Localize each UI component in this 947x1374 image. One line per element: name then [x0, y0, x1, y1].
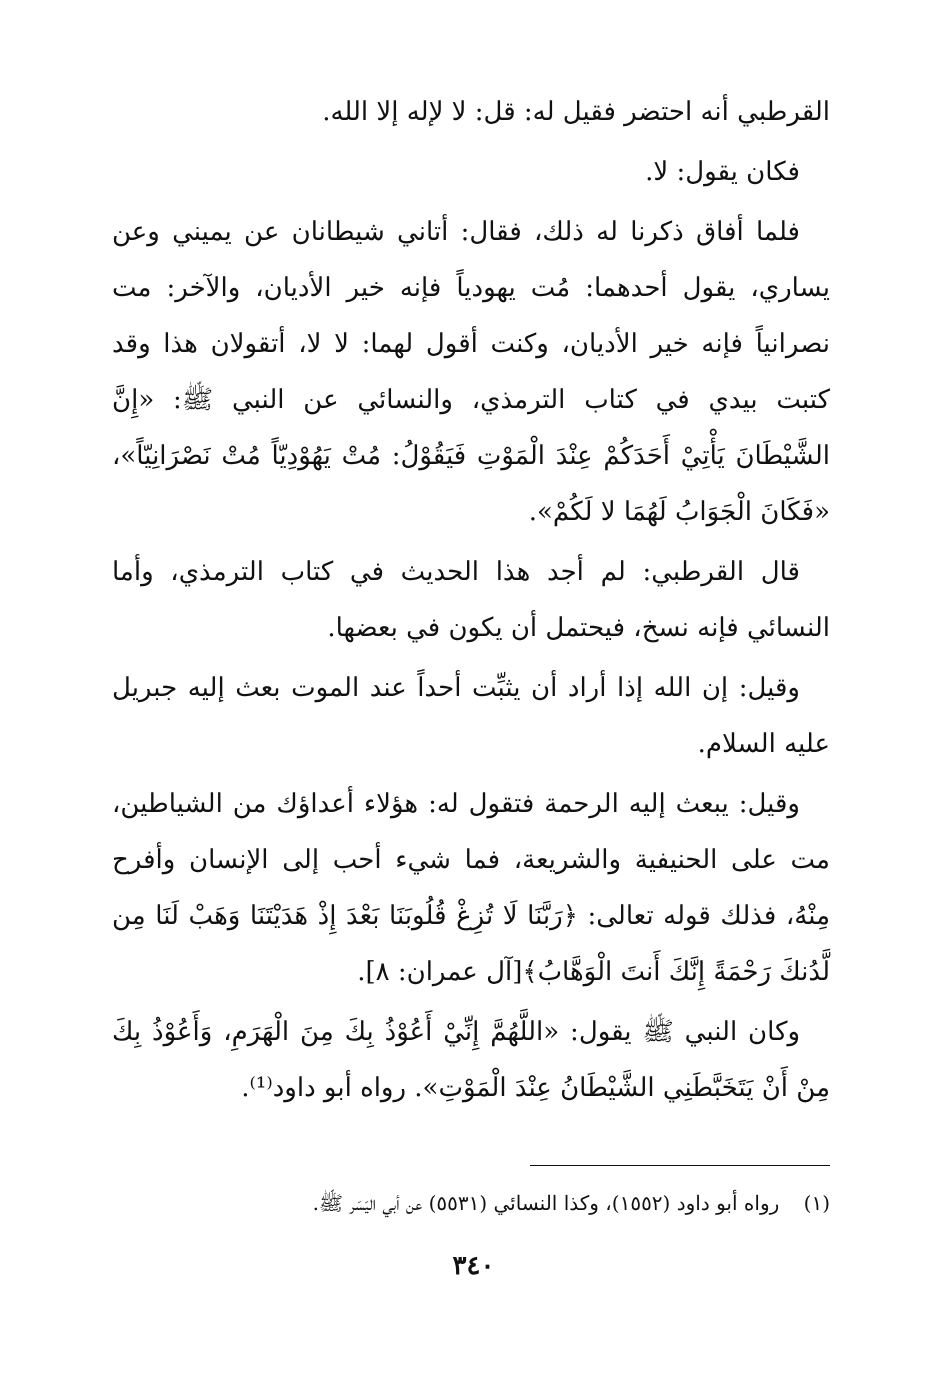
paragraph-4: قال القرطبي: لم أجد هذا الحديث في كتاب الترمذي، وأما النسائي فإنه نسخ، فيحتمل أن يكون في بعضها. — [112, 557, 830, 643]
body-text — [112, 84, 830, 1120]
footnote-number: (١) — [803, 1191, 830, 1215]
paragraph-5: وقيل: إن الله إذا أراد أن يثبِّت أحداً عند الموت بعث إليه جبريل عليه السلام. — [112, 673, 830, 759]
page-number: ٣٤٠ — [452, 1251, 495, 1281]
paragraph-2: فكان يقول: لا. — [645, 157, 800, 187]
footnote-text: رواه أبو داود (١٥٥٢)، وكذا النسائي (٥٥٣١) عن أبي اليَسَر ﷺ. — [312, 1191, 780, 1215]
paragraph-7: وكان النبي ﷺ يقول: «اللَّهُمَّ إِنِّيْ أَعُوْذُ بِكَ مِنَ الْهَرَمِ، وَأَعُوْذُ بِكَ مِنْ أَنْ يَتَخَبَّطَنِي الشَّيْطَانُ عِنْدَ الْمَوْتِ». رواه أبو داود⁽¹⁾. — [112, 1017, 830, 1103]
paragraph-6: وقيل: يبعث إليه الرحمة فتقول له: هؤلاء أعداؤك من الشياطين، مت على الحنيفية والشريعة، فما شيء أحب إلى الإنسان وأفرح مِنْهُ، فذلك قوله تعالى: ﴿رَبَّنَا لَا تُزِغْ قُلُوبَنَا بَعْدَ إِذْ هَدَيْتَنَا وَهَبْ لَنَا مِن لَّدُنكَ رَحْمَةً إِنَّكَ أَنتَ الْوَهَّابُ﴾[آل عمران: ٨]. — [112, 789, 830, 987]
footnote-divider — [530, 1165, 830, 1166]
footnote — [140, 1186, 830, 1220]
paragraph-3: فلما أفاق ذكرنا له ذلك، فقال: أتاني شيطانان عن يميني وعن يساري، يقول أحدهما: مُت يهودياً فإنه خير الأديان، والآخر: مت نصرانياً فإنه خير الأديان، وكنت أقول لهما: لا لا، أتقولان هذا وقد كتبت بيدي في كتاب الترمذي، والنسائي عن النبي ﷺ: «إِنَّ الشَّيْطَانَ يَأْتِيْ أَحَدَكُمْ عِنْدَ الْمَوْتِ فَيَقُوْلُ: مُتْ يَهُوْدِيّاً مُتْ نَصْرَانِيّاً»، «فَكَانَ الْجَوَابُ لَهُمَا لا لَكُمْ». — [112, 217, 830, 527]
paragraph-1: القرطبي أنه احتضر فقيل له: قل: لا لإله إلا الله. — [322, 97, 830, 127]
